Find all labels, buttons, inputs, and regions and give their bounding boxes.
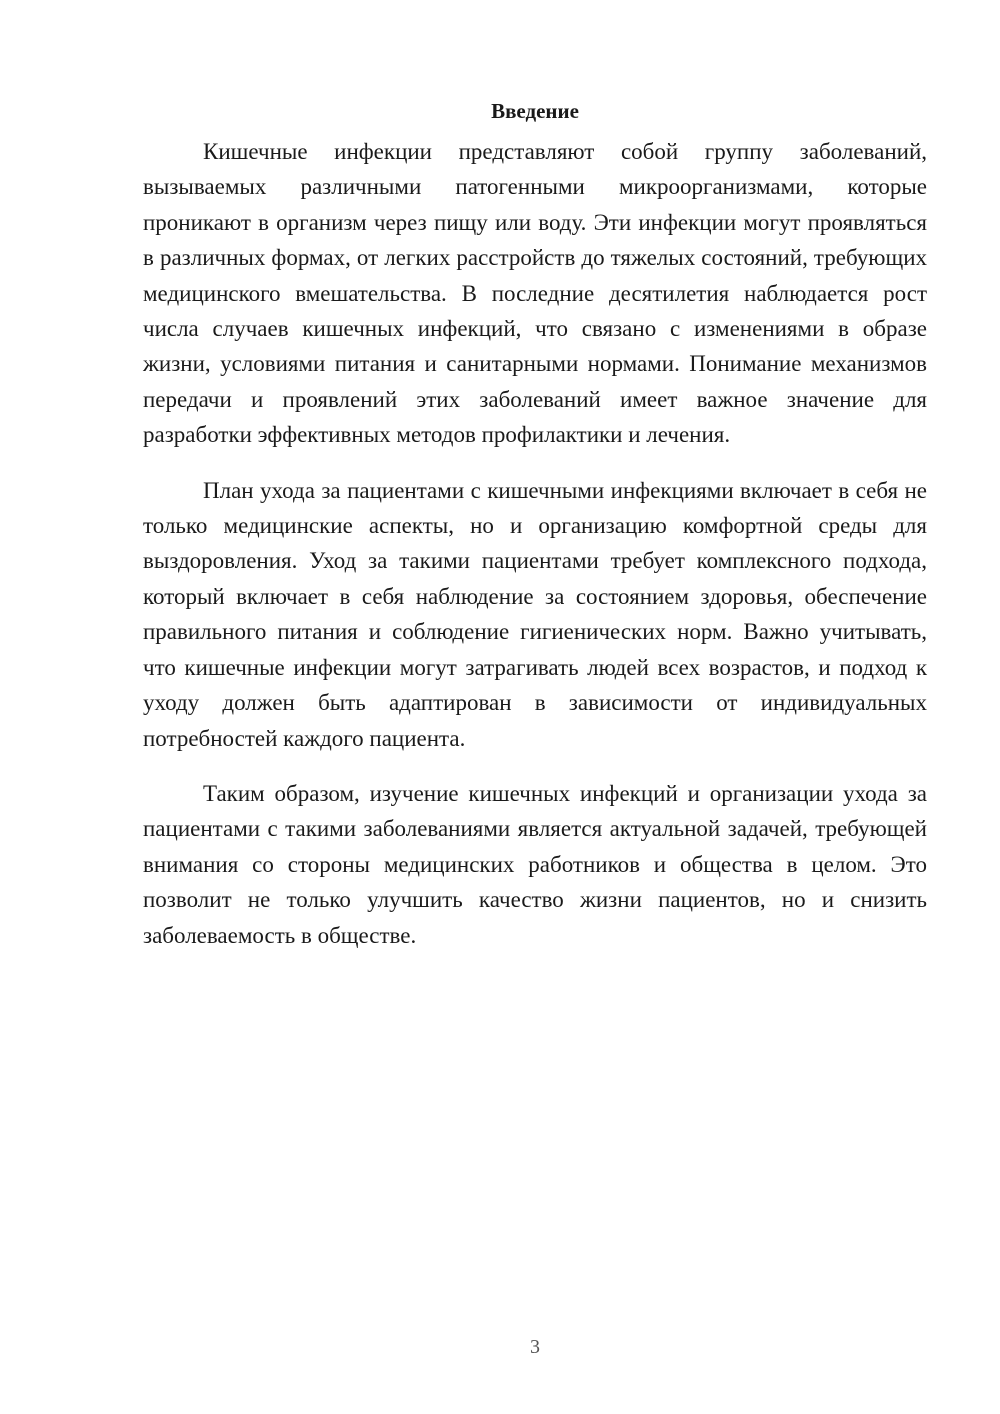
- section-title: Введение: [491, 99, 579, 123]
- page-number: 3: [530, 1336, 540, 1358]
- paragraph-1: Кишечные инфекции представляют собой группу заболеваний, вызываемых различными патогенными микроорганизмами, которые проникают в организм через пищу или воду. Эти инфекции могут проявляться в различных формах, от легких расстройств до тяжелых состояний, требующих медицинского вмешательства. В последние десятилетия наблюдается рост числа случаев кишечных инфекций, что связано с изменениями в образе жизни, условиями питания и санитарными нормами. Понимание механизмов передачи и проявлений этих заболеваний имеет важное значение для разработки эффективных методов профилактики и лечения.: [143, 139, 927, 448]
- paragraph-2: План ухода за пациентами с кишечными инфекциями включает в себя не только медицинские аспекты, но и организацию комфортной среды для выздоровления. Уход за такими пациентами требует комплексного подхода, который включает в себя наблюдение за состоянием здоровья, обеспечение правильного питания и соблюдение гигиенических норм. Важно учитывать, что кишечные инфекции могут затрагивать людей всех возрастов, и подход к уходу должен быть адаптирован в зависимости от индивидуальных потребностей каждого пациента.: [143, 477, 927, 751]
- paragraph-3: Таким образом, изучение кишечных инфекций и организации ухода за пациентами с такими заболеваниями является актуальной задачей, требующей внимания со стороны медицинских работников и общества в целом. Это позволит не только улучшить качество жизни пациентов, но и снизить заболеваемость в обществе.: [143, 780, 927, 948]
- page-content: [143, 96, 927, 953]
